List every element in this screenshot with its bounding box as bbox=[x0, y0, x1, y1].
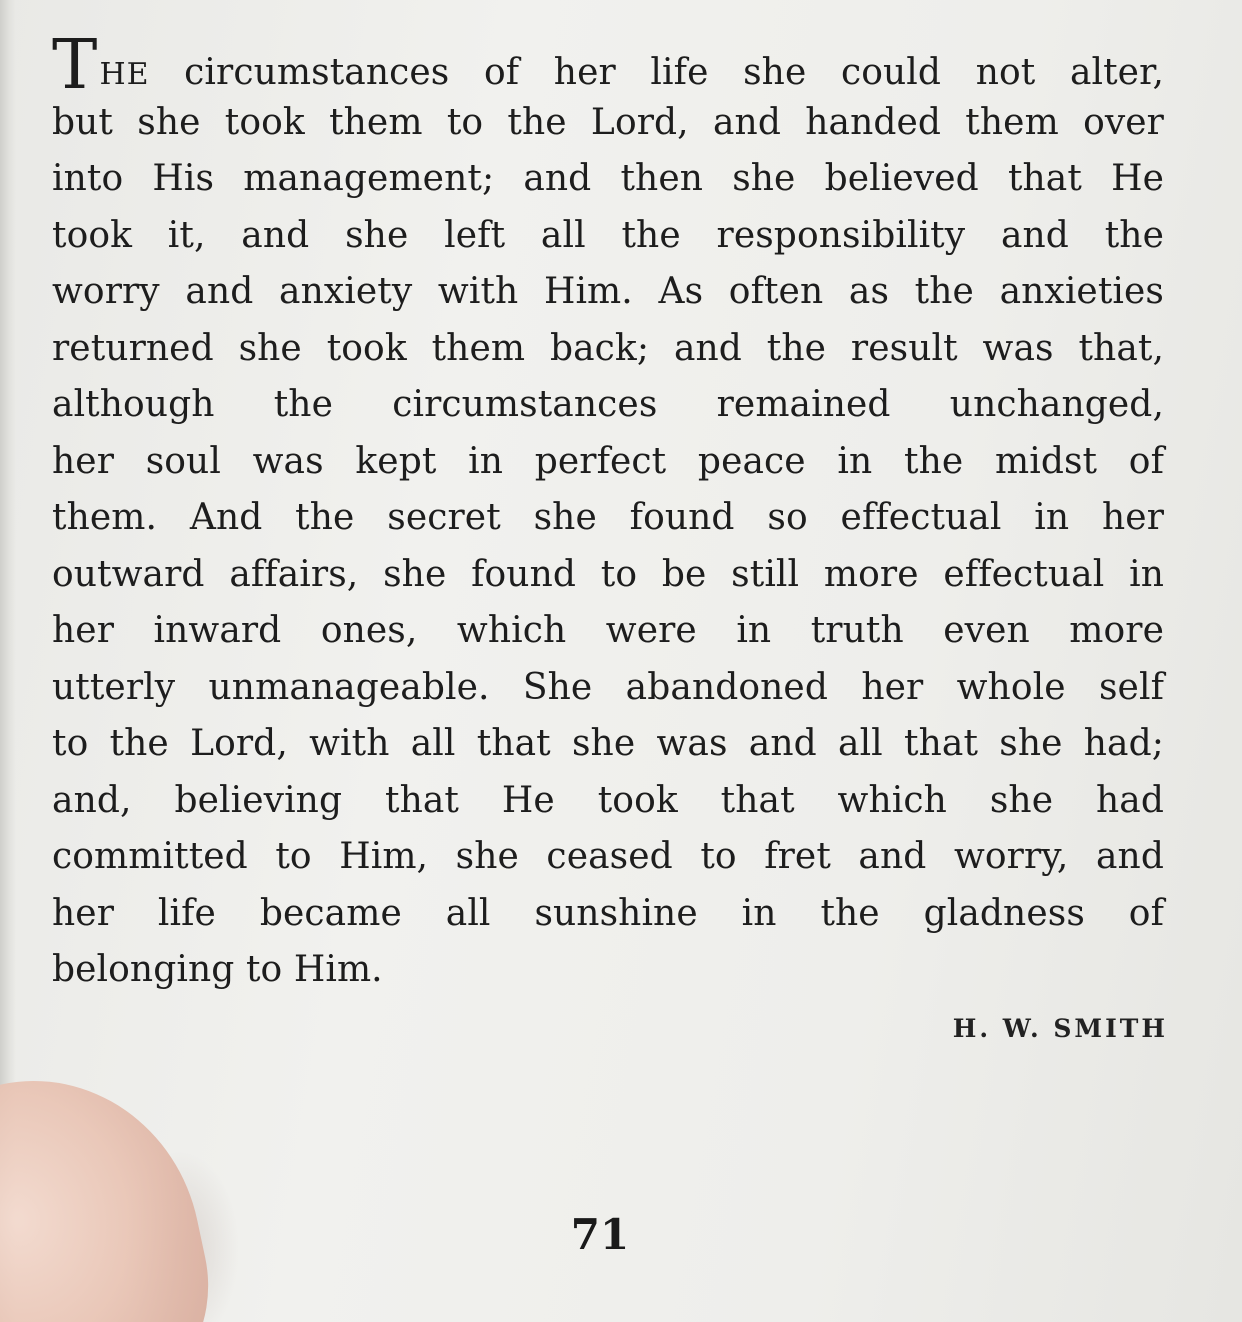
author-attribution: H. W. SMITH bbox=[952, 1014, 1168, 1043]
passage-line-9: them. And the secret she found so effectual in her bbox=[52, 497, 1164, 538]
passage bbox=[52, 26, 1164, 999]
passage-line-13: to the Lord, with all that she was and all that she had; bbox=[52, 723, 1164, 764]
passage-line-8: her soul was kept in perfect peace in the midst of bbox=[52, 440, 1164, 482]
passage-line-10: outward affairs, she found to be still more effectual in bbox=[52, 553, 1164, 595]
passage-line-14: and, believing that He took that which she had bbox=[52, 779, 1164, 821]
passage-line-15: committed to Him, she ceased to fret and worry, and bbox=[52, 836, 1164, 877]
passage-line-1-text: circumstances of her life she could not alter, bbox=[149, 52, 1164, 93]
drop-cap: T bbox=[52, 26, 98, 105]
passage-line-16: her life became all sunshine in the gladness of bbox=[52, 892, 1164, 934]
passage-line-17: belonging to Him. bbox=[52, 949, 383, 990]
passage-line-3: into His management; and then she believed that He bbox=[52, 158, 1164, 199]
passage-line-12: utterly unmanageable. She abandoned her whole self bbox=[52, 666, 1164, 708]
passage-line-2: but she took them to the Lord, and handed them over bbox=[52, 101, 1164, 143]
passage-line-5: worry and anxiety with Him. As often as the anxieties bbox=[52, 271, 1164, 312]
passage-line-1 bbox=[52, 26, 1164, 105]
first-word-rest: HE bbox=[99, 57, 150, 92]
page-number: 71 bbox=[570, 1210, 630, 1259]
passage-line-11: her inward ones, which were in truth even more bbox=[52, 610, 1164, 651]
passage-line-7: although the circumstances remained unchanged, bbox=[52, 384, 1164, 425]
passage-line-4: took it, and she left all the responsibility and the bbox=[52, 214, 1164, 256]
passage-line-6: returned she took them back; and the result was that, bbox=[52, 327, 1164, 369]
